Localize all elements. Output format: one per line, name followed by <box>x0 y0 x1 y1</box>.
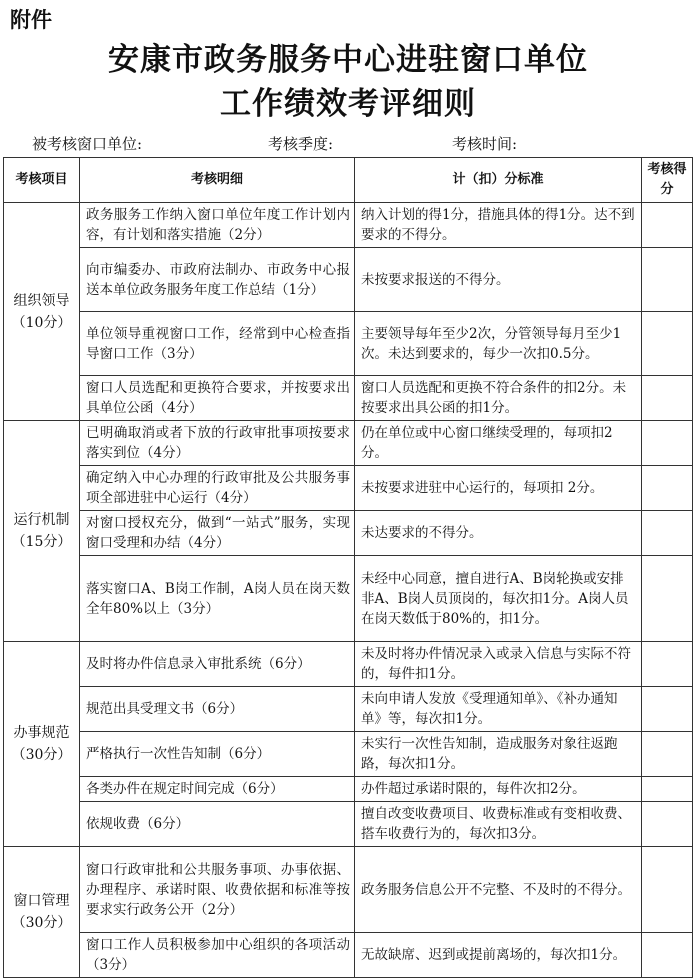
detail-cell: 及时将办件信息录入审批系统（6分） <box>80 642 355 687</box>
score-cell[interactable] <box>642 847 693 933</box>
detail-cell: 窗口人员选配和更换符合要求，并按要求出具单位公函（4分） <box>80 376 355 421</box>
score-cell[interactable] <box>642 687 693 732</box>
score-cell[interactable] <box>642 376 693 421</box>
score-cell[interactable] <box>642 642 693 687</box>
score-cell[interactable] <box>642 556 693 642</box>
category-cell <box>4 421 80 642</box>
assessed-unit-label: 被考核窗口单位: <box>32 135 143 153</box>
document-title-line1: 安康市政务服务中心进驻窗口单位 <box>108 42 588 78</box>
detail-cell: 窗口工作人员积极参加中心组织的各项活动（3分） <box>80 933 355 978</box>
standard-cell: 仍在单位或中心窗口继续受理的，每项扣2分。 <box>355 421 642 466</box>
score-cell[interactable] <box>642 777 693 802</box>
standard-cell: 未按要求进驻中心运行的，每项扣 2分。 <box>355 466 642 511</box>
standard-cell: 擅自改变收费项目、收费标准或有变相收费、搭车收费行为的，每次扣3分。 <box>355 802 642 847</box>
standard-cell: 未及时将办件情况录入或录入信息与实际不符的，每件扣1分。 <box>355 642 642 687</box>
attachment-label: 附件 <box>10 8 52 32</box>
standard-cell: 未按要求报送的不得分。 <box>355 248 642 312</box>
category-cell <box>4 203 80 421</box>
score-cell[interactable] <box>642 933 693 978</box>
score-cell[interactable] <box>642 312 693 376</box>
score-cell[interactable] <box>642 511 693 556</box>
category-cell <box>4 847 80 978</box>
detail-cell: 对窗口授权充分，做到“一站式”服务，实现窗口受理和办结（4分） <box>80 511 355 556</box>
score-cell[interactable] <box>642 466 693 511</box>
assessment-table <box>3 157 693 978</box>
detail-cell: 严格执行一次性告知制（6分） <box>80 732 355 777</box>
category-name: 运行机制 <box>13 512 70 528</box>
category-cell <box>4 642 80 847</box>
detail-cell: 单位领导重视窗口工作，经常到中心检查指导窗口工作（3分） <box>80 312 355 376</box>
standard-cell: 办件超过承诺时限的，每件次扣2分。 <box>355 777 642 802</box>
assessment-quarter-label: 考核季度: <box>268 135 334 153</box>
category-name: 办事规范 <box>13 725 70 741</box>
category-name: 组织领导 <box>13 292 70 309</box>
score-cell[interactable] <box>642 732 693 777</box>
detail-cell: 窗口行政审批和公共服务事项、办事依据、办理程序、承诺时限、收费依据和标准等按要求实行政务公开（2分） <box>80 847 355 933</box>
category-points: （15分） <box>11 534 72 550</box>
detail-cell: 政务服务工作纳入窗口单位年度工作计划内容，有计划和落实措施（2分） <box>80 203 355 248</box>
category-points: （10分） <box>11 314 72 331</box>
header-standard: 计（扣）分标准 <box>355 158 642 203</box>
header-category: 考核项目 <box>4 158 80 203</box>
document-title-line2: 工作绩效考评细则 <box>220 86 476 122</box>
header-score: 考核得分 <box>642 158 693 203</box>
detail-cell: 规范出具受理文书（6分） <box>80 687 355 732</box>
standard-cell: 政务服务信息公开不完整、不及时的不得分。 <box>355 847 642 933</box>
header-detail: 考核明细 <box>80 158 355 203</box>
standard-cell: 未向申请人发放《受理通知单》、《补办通知单》等，每次扣1分。 <box>355 687 642 732</box>
category-points: （30分） <box>11 915 72 931</box>
detail-cell: 落实窗口A、B岗工作制，A岗人员在岗天数全年80%以上（3分） <box>80 556 355 642</box>
score-cell[interactable] <box>642 248 693 312</box>
score-cell[interactable] <box>642 421 693 466</box>
detail-cell: 已明确取消或者下放的行政审批事项按要求落实到位（4分） <box>80 421 355 466</box>
standard-cell: 未经中心同意，擅自进行A、B岗轮换或安排非A、B岗人员顶岗的，每次扣1分。A岗人员在岗天数低于80%的，扣1分。 <box>355 556 642 642</box>
detail-cell: 依规收费（6分） <box>80 802 355 847</box>
assessment-time-label: 考核时间: <box>452 135 518 153</box>
standard-cell: 未达要求的不得分。 <box>355 511 642 556</box>
detail-cell: 确定纳入中心办理的行政审批及公共服务事项全部进驻中心运行（4分） <box>80 466 355 511</box>
score-cell[interactable] <box>642 802 693 847</box>
detail-cell: 向市编委办、市政府法制办、市政务中心报送本单位政务服务年度工作总结（1分） <box>80 248 355 312</box>
detail-cell: 各类办件在规定时间完成（6分） <box>80 777 355 802</box>
score-cell[interactable] <box>642 203 693 248</box>
standard-cell: 未实行一次性告知制，造成服务对象往返跑路，每次扣1分。 <box>355 732 642 777</box>
category-name: 窗口管理 <box>13 893 70 909</box>
standard-cell: 无故缺席、迟到或提前离场的，每次扣1分。 <box>355 933 642 978</box>
standard-cell: 主要领导每年至少2次，分管领导每月至少1次。未达到要求的，每少一次扣0.5分。 <box>355 312 642 376</box>
category-points: （30分） <box>11 747 72 763</box>
standard-cell: 窗口人员选配和更换不符合条件的扣2分。未按要求出具公函的扣1分。 <box>355 376 642 421</box>
standard-cell: 纳入计划的得1分，措施具体的得1分。达不到要求的不得分。 <box>355 203 642 248</box>
